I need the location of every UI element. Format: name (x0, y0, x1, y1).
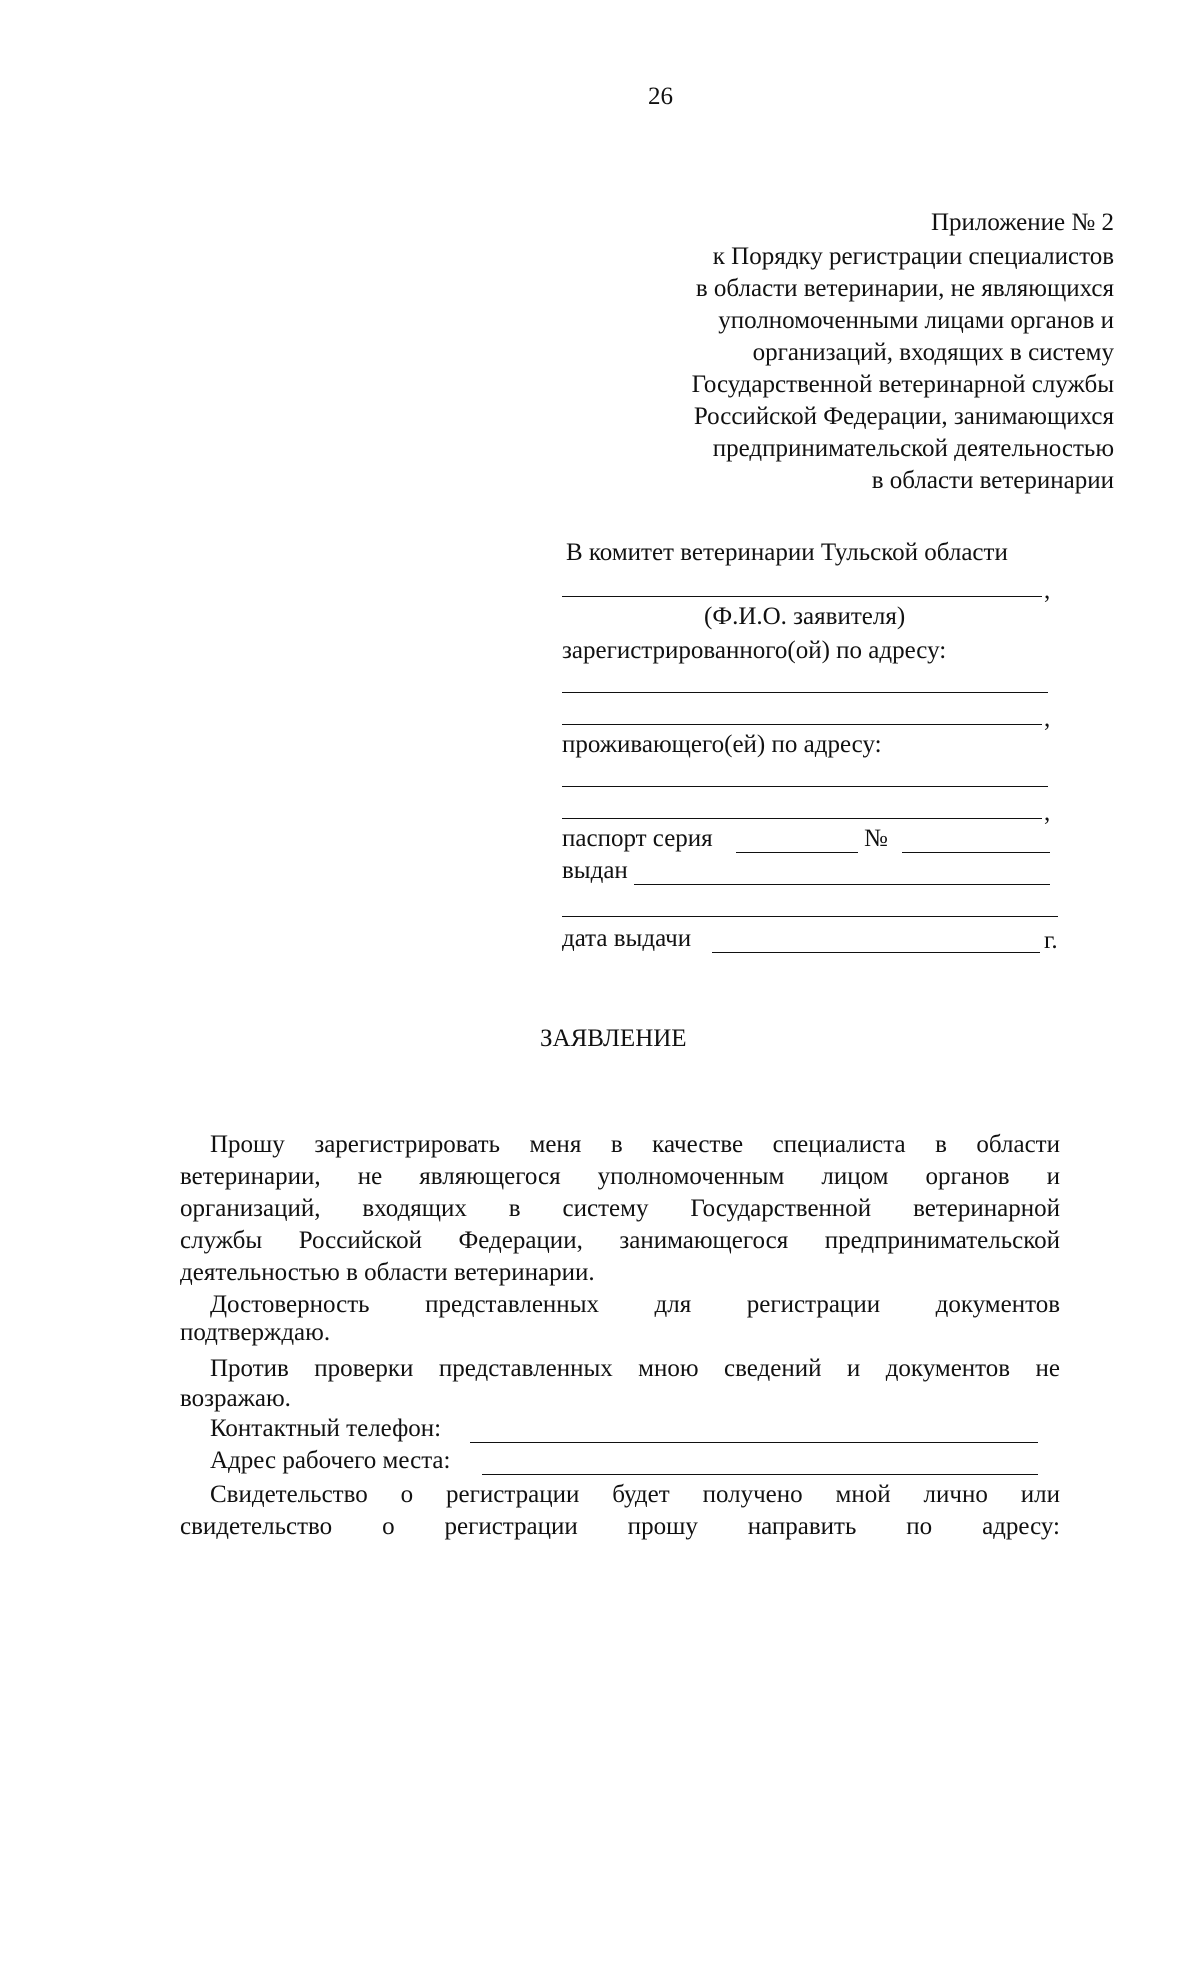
year-suffix: г. (1044, 927, 1058, 954)
annex-line: к Порядку регистрации специалистов (712, 243, 1114, 270)
addressee-to: В комитет ветеринарии Тульской области (566, 539, 1008, 566)
body-line: организаций, входящих в систему Государственной ветеринарной (180, 1195, 1060, 1222)
issue-date-label: дата выдачи (562, 925, 692, 952)
living-label: проживающего(ей) по адресу: (562, 731, 882, 758)
passport-series-label: паспорт серия (562, 825, 713, 852)
work-address-field[interactable] (482, 1474, 1038, 1475)
passport-series-field[interactable] (736, 852, 858, 853)
body-line: ветеринарии, не являющегося уполномоченным лицом органов и (180, 1163, 1060, 1190)
issued-by-field[interactable] (634, 884, 1050, 885)
annex-line: в области ветеринарии (871, 467, 1114, 494)
body-line: свидетельство о регистрации прошу направить по адресу: (180, 1513, 1060, 1540)
phone-field[interactable] (470, 1442, 1038, 1443)
statement-heading: ЗАЯВЛЕНИЕ (540, 1025, 687, 1052)
annex-line: уполномоченными лицами органов и (718, 307, 1114, 334)
body-line: Свидетельство о регистрации будет получено мной лично или (210, 1481, 1060, 1508)
fio-caption: (Ф.И.О. заявителя) (704, 603, 906, 630)
passport-number-field[interactable] (902, 852, 1050, 853)
issued-by-field[interactable] (562, 916, 1058, 917)
body-line: службы Российской Федерации, занимающегося предпринимательской (180, 1227, 1060, 1254)
annex-line: в области ветеринарии, не являющихся (695, 275, 1114, 302)
page-number: 26 (648, 83, 673, 110)
fio-field[interactable] (562, 596, 1042, 597)
body-line: подтверждаю. (180, 1319, 331, 1346)
comma: , (1044, 799, 1051, 826)
annex-line: Государственной ветеринарной службы (691, 371, 1114, 398)
work-address-label: Адрес рабочего места: (210, 1447, 451, 1474)
annex-line: предпринимательской деятельностью (712, 435, 1114, 462)
body-line: Против проверки представленных мною сведений и документов не (210, 1355, 1060, 1382)
registered-address-field[interactable] (562, 692, 1048, 693)
body-line: деятельностью в области ветеринарии. (180, 1259, 595, 1286)
registered-address-field[interactable] (562, 724, 1042, 725)
issue-date-field[interactable] (712, 952, 1040, 953)
body-line: Прошу зарегистрировать меня в качестве специалиста в области (210, 1131, 1060, 1158)
annex-line: Российской Федерации, занимающихся (693, 403, 1114, 430)
body-line: возражаю. (180, 1385, 291, 1412)
comma: , (1044, 705, 1051, 732)
phone-label: Контактный телефон: (210, 1415, 442, 1442)
comma: , (1044, 577, 1051, 604)
registered-label: зарегистрированного(ой) по адресу: (562, 637, 947, 664)
issued-label: выдан (562, 857, 628, 884)
living-address-field[interactable] (562, 818, 1042, 819)
number-label: № (864, 825, 888, 852)
annex-line: организаций, входящих в систему (752, 339, 1114, 366)
body-line: Достоверность представленных для регистрации документов (210, 1291, 1060, 1318)
living-address-field[interactable] (562, 786, 1048, 787)
annex-title: Приложение № 2 (930, 209, 1114, 236)
